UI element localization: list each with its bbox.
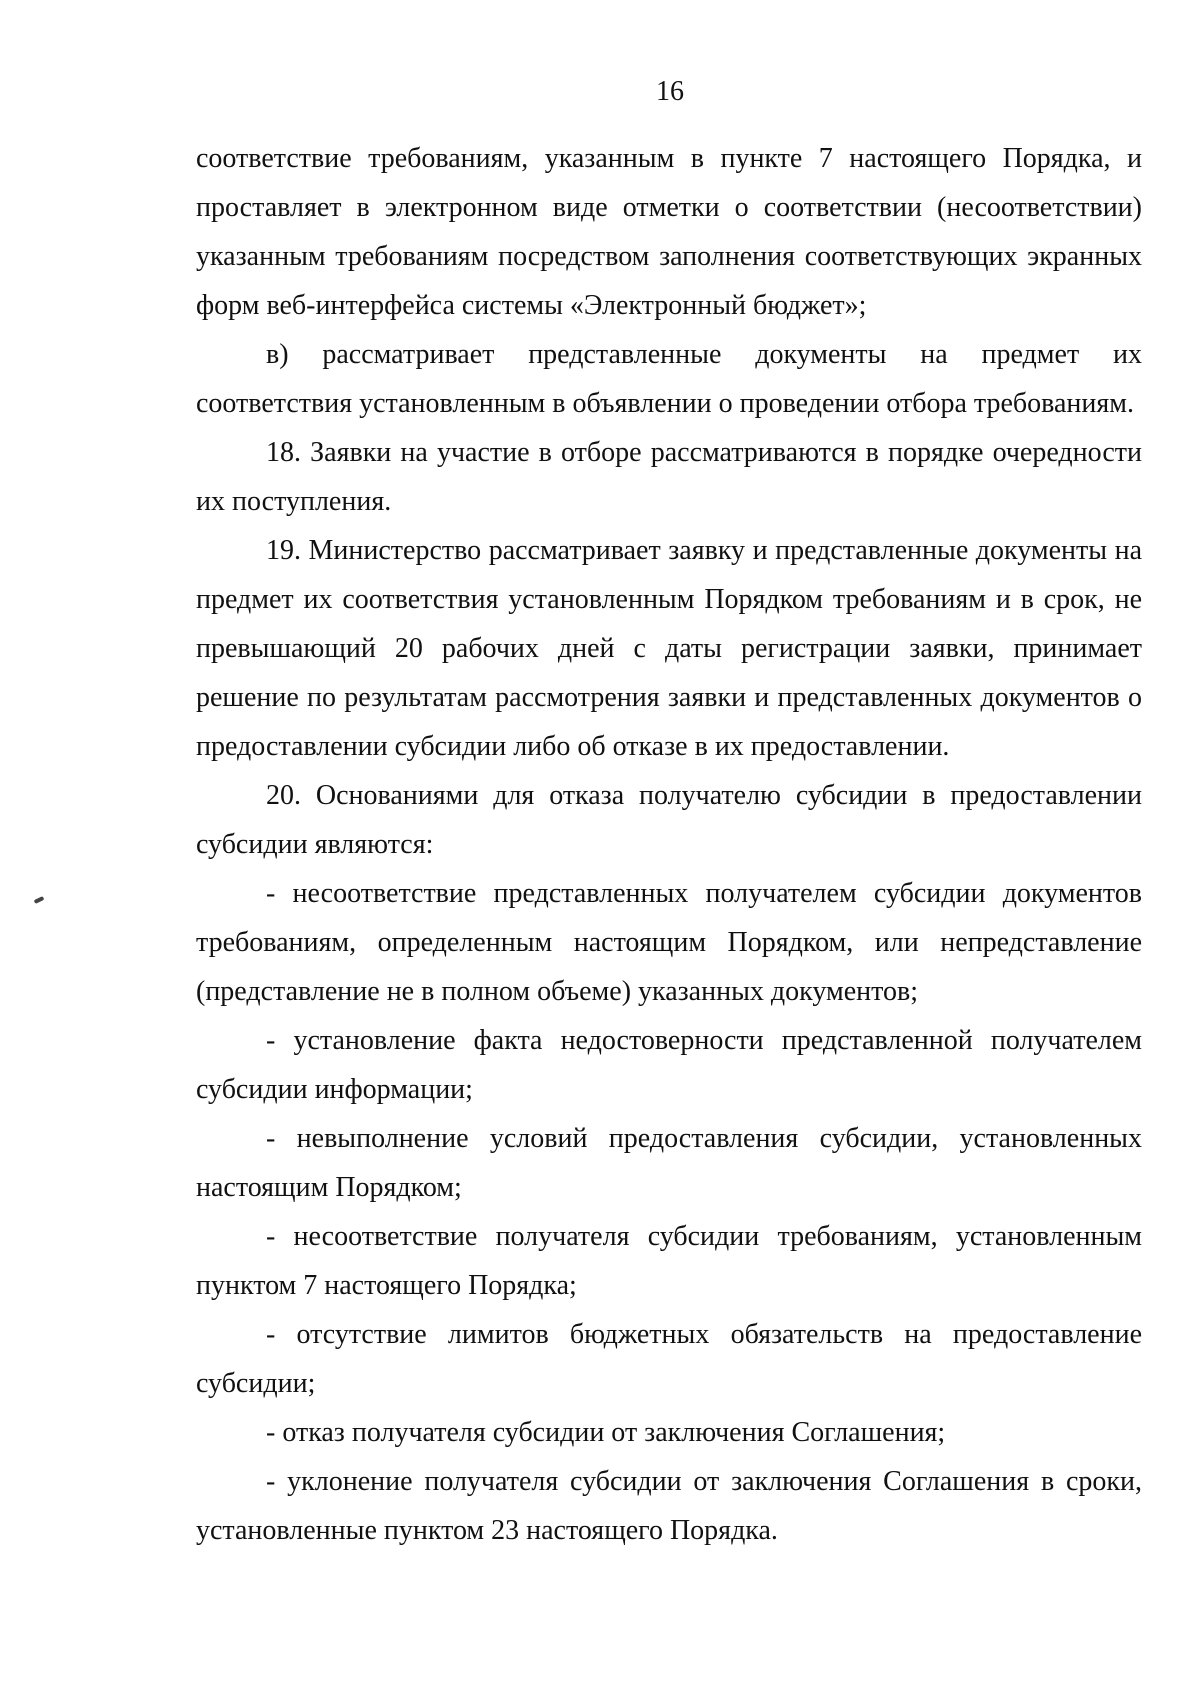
paragraph-18: 18. Заявки на участие в отборе рассматриваются в порядке очередности их поступления. [196, 437, 1142, 517]
list-item-document-mismatch: - несоответствие представленных получателем субсидии документов требованиям, определенным настоящим Порядком, или непредставление (представление не в полном объеме) указанных документов; [196, 878, 1142, 1007]
paragraph-19: 19. Министерство рассматривает заявку и представленные документы на предмет их соответствия установленным Порядком требованиям и в срок, не превышающий 20 рабочих дней с даты регистрации заявки, принимает решение по результатам рассмотрения заявки и представленных документов о предоставлении субсидии либо об отказе в их предоставлении. [196, 535, 1142, 762]
list-item-conditions-not-met: - невыполнение условий предоставления субсидии, установленных настоящим Порядком; [196, 1123, 1142, 1203]
list-item-no-budget-limits: - отсутствие лимитов бюджетных обязательств на предоставление субсидии; [196, 1319, 1142, 1399]
paragraph-20: 20. Основаниями для отказа получателю субсидии в предоставлении субсидии являются: [196, 780, 1142, 860]
scan-artifact-mark [34, 896, 45, 904]
list-item-refusal-agreement: - отказ получателя субсидии от заключения Соглашения; [266, 1417, 946, 1448]
page-number: 16 [656, 76, 684, 107]
document-body [196, 134, 1142, 1555]
paragraph-continuation: соответствие требованиям, указанным в пункте 7 настоящего Порядка, и проставляет в электронном виде отметки о соответствии (несоответствии) указанным требованиям посредством заполнения соответствующих экранных форм веб-интерфейса системы «Электронный бюджет»; [196, 143, 1142, 321]
list-item-recipient-mismatch: - несоответствие получателя субсидии требованиям, установленным пунктом 7 настоящего Порядка; [196, 1221, 1142, 1301]
list-item-evasion-agreement: - уклонение получателя субсидии от заключения Соглашения в сроки, установленные пунктом 23 настоящего Порядка. [196, 1466, 1142, 1546]
list-item-false-information: - установление факта недостоверности представленной получателем субсидии информации; [196, 1025, 1142, 1105]
paragraph-item-v: в) рассматривает представленные документы на предмет их соответствия установленным в объявлении о проведении отбора требованиям. [196, 339, 1142, 419]
